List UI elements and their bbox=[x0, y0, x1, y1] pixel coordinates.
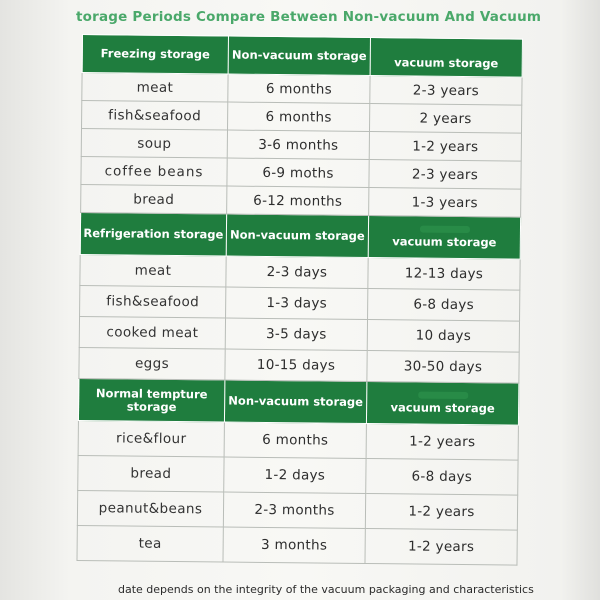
header-vacuum: vacuum storage bbox=[392, 234, 497, 250]
food-item: peanut&beans bbox=[77, 490, 223, 527]
footnote: date depends on the integrity of the vacuum packaging and characteristics bbox=[118, 583, 534, 596]
non-vacuum-period: 6-12 months bbox=[227, 186, 369, 215]
vacuum-period: 10 days bbox=[367, 320, 519, 353]
header-non-vacuum: Non-vacuum storage bbox=[228, 36, 370, 75]
non-vacuum-period: 6-9 moths bbox=[227, 158, 369, 187]
non-vacuum-period: 1-2 days bbox=[224, 457, 366, 493]
food-item: coffee beans bbox=[81, 156, 227, 186]
food-item: meat bbox=[80, 254, 226, 287]
non-vacuum-period: 6 months bbox=[224, 422, 366, 458]
food-item: meat bbox=[82, 73, 228, 103]
normal-temperature-section bbox=[77, 378, 519, 565]
header-vacuum-cell bbox=[366, 382, 518, 426]
non-vacuum-period: 1-3 days bbox=[226, 287, 368, 319]
table-row bbox=[80, 254, 520, 290]
vacuum-period: 2-3 years bbox=[370, 76, 522, 106]
table-row bbox=[77, 525, 517, 565]
vacuum-period: 6-8 days bbox=[366, 458, 518, 495]
header-freezing-storage: Freezing storage bbox=[82, 35, 228, 75]
vacuum-period: 1-2 years bbox=[365, 528, 517, 565]
food-item: eggs bbox=[79, 347, 225, 380]
food-item: fish&seafood bbox=[80, 285, 226, 318]
page-title: torage Periods Compare Between Non-vacuum And Vacuum bbox=[76, 9, 542, 25]
vacuum-period: 2-3 years bbox=[369, 160, 521, 190]
header-refrigeration-storage: Refrigeration storage bbox=[80, 212, 226, 256]
header-non-vacuum: Non-vacuum storage bbox=[226, 214, 368, 257]
food-item: fish&seafood bbox=[82, 101, 228, 131]
non-vacuum-period: 2-3 months bbox=[223, 492, 365, 528]
table-row bbox=[80, 285, 520, 321]
header-non-vacuum: Non-vacuum storage bbox=[224, 380, 366, 423]
vacuum-period: 12-13 days bbox=[368, 258, 520, 291]
storage-comparison-sheet bbox=[76, 34, 522, 573]
refrigeration-header-row bbox=[80, 212, 520, 259]
non-vacuum-period: 6 months bbox=[228, 74, 370, 103]
vacuum-period: 6-8 days bbox=[368, 289, 520, 322]
table-row bbox=[79, 347, 519, 383]
non-vacuum-period: 3-6 months bbox=[227, 130, 369, 159]
header-vacuum: vacuum storage bbox=[390, 400, 495, 416]
food-item: bread bbox=[78, 455, 224, 492]
ink-smudge bbox=[418, 392, 468, 400]
food-item: soup bbox=[81, 129, 227, 159]
food-item: rice&flour bbox=[78, 420, 224, 457]
freezing-section bbox=[81, 35, 523, 218]
food-item: cooked meat bbox=[79, 316, 225, 349]
header-vacuum-cell bbox=[368, 216, 520, 260]
table-row bbox=[79, 316, 519, 352]
table-row bbox=[78, 420, 518, 460]
header-vacuum: vacuum storage bbox=[370, 38, 522, 78]
ink-smudge bbox=[419, 226, 469, 234]
freezing-header-row bbox=[82, 35, 522, 78]
vacuum-period: 30-50 days bbox=[367, 351, 519, 384]
vacuum-period: 2 years bbox=[369, 104, 521, 134]
vacuum-period: 1-2 years bbox=[366, 423, 518, 460]
food-item: tea bbox=[77, 525, 223, 562]
non-vacuum-period: 6 months bbox=[228, 102, 370, 131]
vacuum-period: 1-3 years bbox=[369, 188, 521, 218]
non-vacuum-period: 10-15 days bbox=[225, 349, 367, 381]
non-vacuum-period: 3 months bbox=[223, 527, 365, 563]
storage-comparison-table bbox=[76, 34, 522, 566]
non-vacuum-period: 2-3 days bbox=[226, 256, 368, 288]
food-item: bread bbox=[81, 184, 227, 214]
vacuum-period: 1-2 years bbox=[369, 132, 521, 162]
refrigeration-section bbox=[79, 212, 521, 383]
vacuum-period: 1-2 years bbox=[365, 493, 517, 530]
table-row bbox=[78, 455, 518, 495]
normal-temperature-header-row bbox=[78, 378, 518, 425]
header-normal-temperature-storage: Normal tempture storage bbox=[78, 378, 224, 422]
table-row bbox=[77, 490, 517, 530]
non-vacuum-period: 3-5 days bbox=[225, 318, 367, 350]
